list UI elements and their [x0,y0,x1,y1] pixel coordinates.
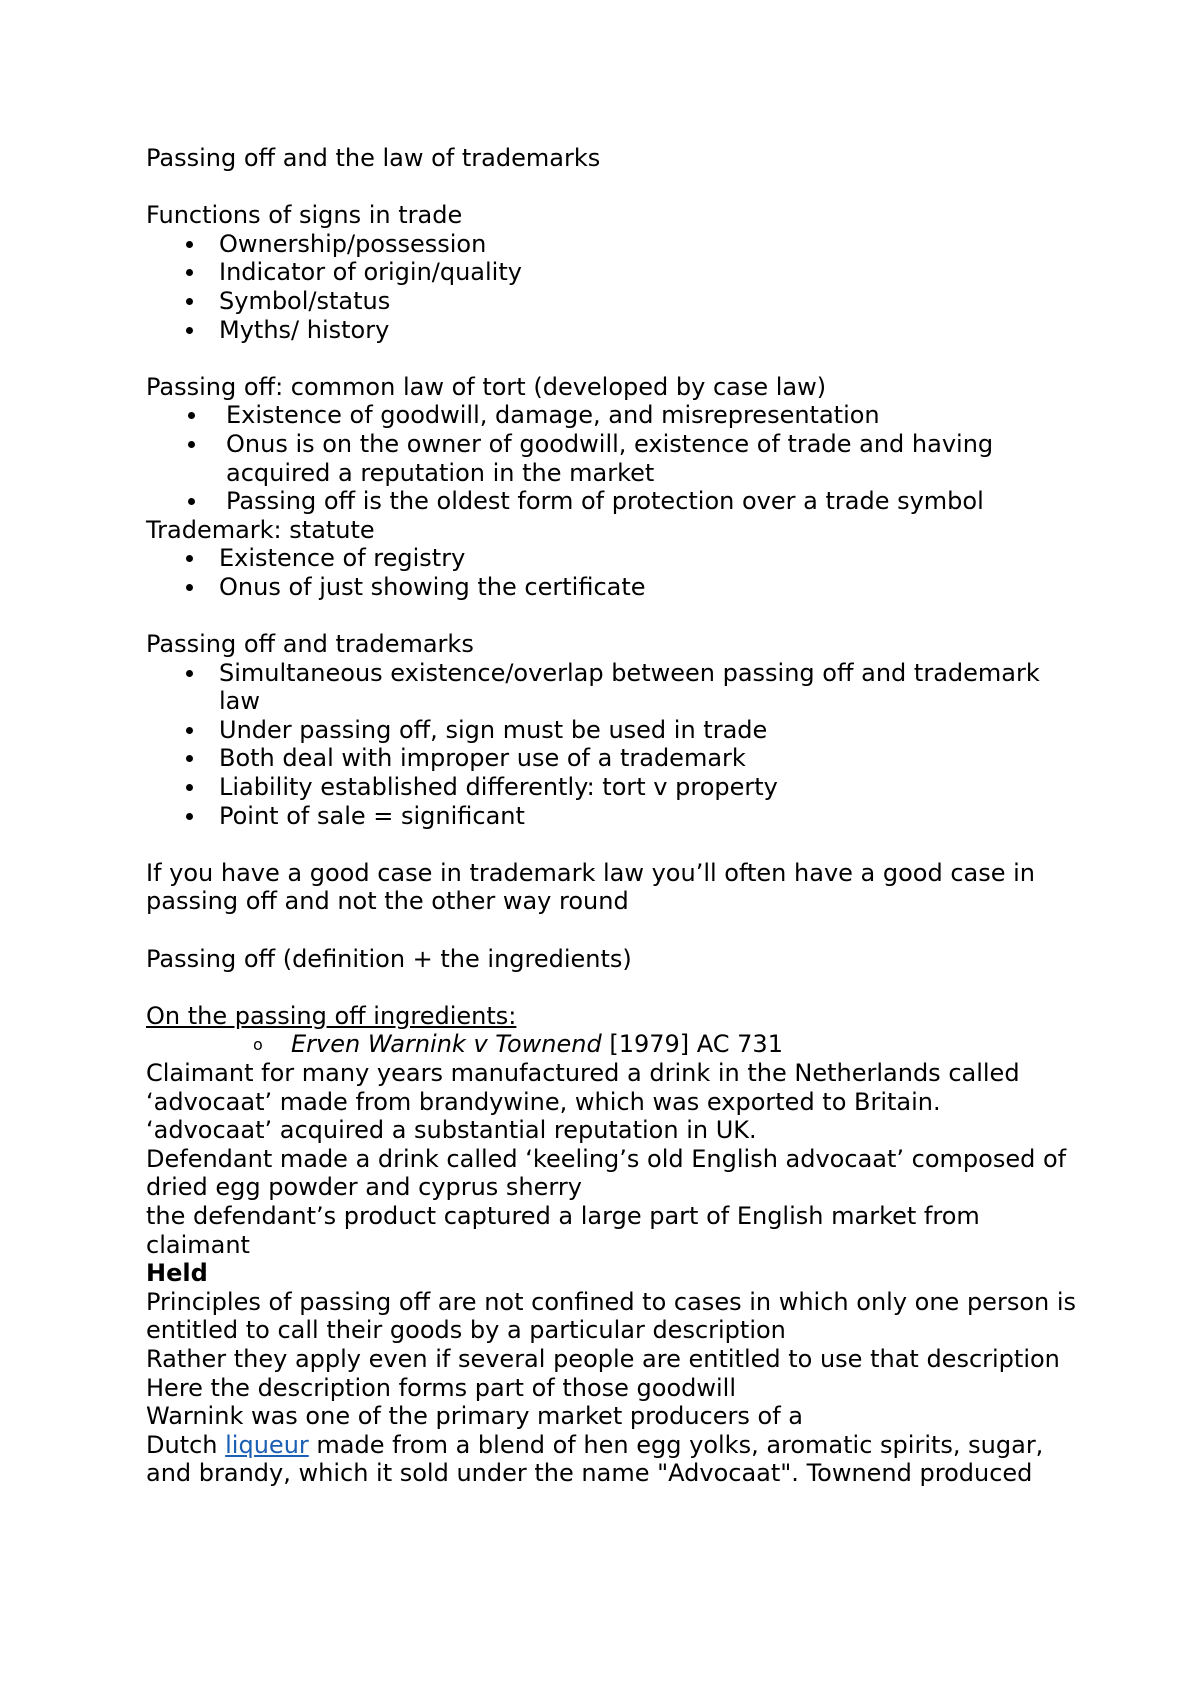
list-item: Existence of goodwill, damage, and misrepresentation [146,401,1076,430]
spacer [146,830,1076,859]
passing-off-trademarks-heading: Passing off and trademarks [146,630,474,659]
fact-paragraph: Claimant for many years manufactured a drink in the Netherlands called ‘advocaat’ made from brandywine, which was exported to Britain. [146,1059,1020,1116]
list-item: Ownership/possession [146,230,1076,259]
text-run: made from a blend of hen egg yolks, aromatic spirits, sugar, and brandy, which it sold under the name "Advocaat". Townend produced [146,1430,1044,1488]
list-item: Onus is on the owner of goodwill, existence of trade and having acquired a reputation in the market [146,430,1076,487]
case-reference [146,1030,1076,1059]
spacer [146,602,1076,631]
fact-paragraph: ‘advocaat’ acquired a substantial reputation in UK. [146,1116,757,1145]
list-item: Liability established differently: tort v property [146,773,1076,802]
list-item: Under passing off, sign must be used in trade [146,716,1076,745]
list-item: Indicator of origin/quality [146,258,1076,287]
note-paragraph: If you have a good case in trademark law you’ll often have a good case in passing off and not the other way round [146,858,1036,916]
held-label: Held [146,1259,208,1288]
passing-off-list [146,401,1076,515]
list-item: Point of sale = significant [146,802,1076,831]
held-paragraph-last [146,1431,1076,1488]
case-name: Erven Warnink v Townend [291,1030,602,1059]
held-paragraph: Principles of passing off are not confined to cases in which only one person is entitled to call their goods by a particular description [146,1287,1077,1345]
definition-heading: Passing off (definition + the ingredients) [146,944,632,973]
list-item: Passing off is the oldest form of protection over a trade symbol [146,487,1076,516]
spacer [146,173,1076,202]
held-paragraph: Rather they apply even if several people are entitled to use that description [146,1344,1060,1373]
spacer [146,973,1076,1002]
case-citation: [1979] AC 731 [601,1030,783,1059]
fact-paragraph: the defendant’s product captured a large part of English market from claimant [146,1201,980,1259]
trademark-list [146,544,1076,601]
passing-off-heading: Passing off: common law of tort (developed by case law) [146,372,827,401]
fact-paragraph: Defendant made a drink called ‘keeling’s old English advocaat’ composed of dried egg powder and cyprus sherry [146,1144,1067,1202]
ingredients-heading: On the passing off ingredients: [146,1001,517,1030]
trademark-heading: Trademark: statute [146,515,375,544]
held-paragraph: Warnink was one of the primary market producers of a [146,1402,803,1431]
list-item: Symbol/status [146,287,1076,316]
functions-heading: Functions of signs in trade [146,201,463,230]
held-paragraph: Here the description forms part of those goodwill [146,1373,737,1402]
document-title: Passing off and the law of trademarks [146,144,601,172]
text-run: Dutch [146,1430,226,1459]
circle-bullet-icon: o [253,1035,263,1055]
spacer [146,344,1076,373]
spacer [146,916,1076,945]
list-item: Onus of just showing the certificate [146,573,1076,602]
list-item: Both deal with improper use of a trademark [146,744,1076,773]
liqueur-link[interactable]: liqueur [225,1430,309,1459]
functions-list [146,230,1076,344]
list-item: Simultaneous existence/overlap between passing off and trademark law [146,659,1076,716]
passing-off-trademarks-list [146,659,1076,831]
list-item: Myths/ history [146,316,1076,345]
list-item: Existence of registry [146,544,1076,573]
document-body [146,144,1076,1488]
